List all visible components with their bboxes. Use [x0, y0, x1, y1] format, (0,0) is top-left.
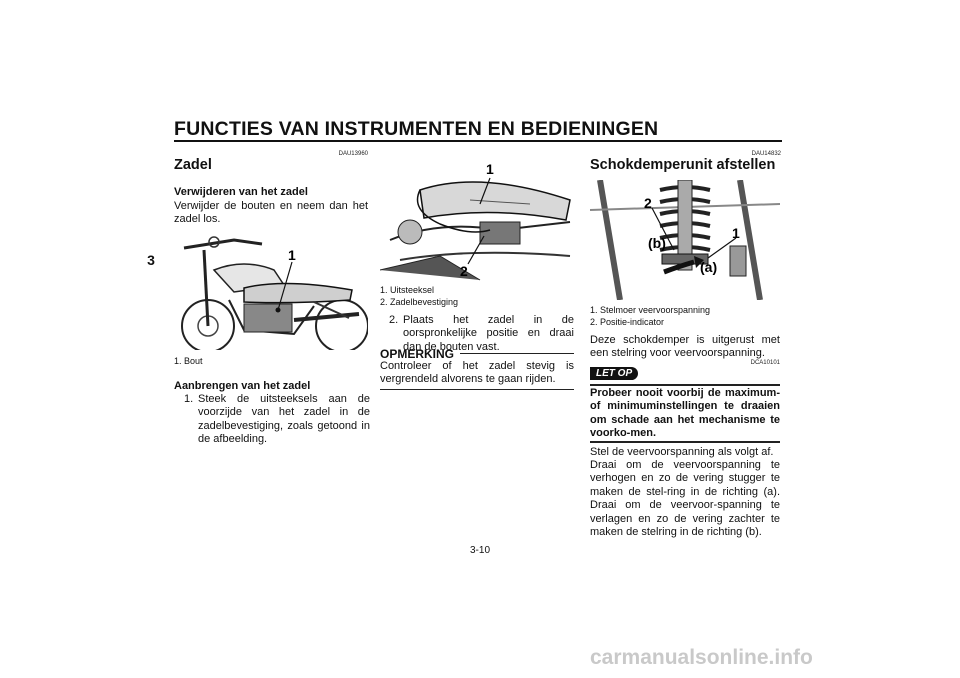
page-number: 3-10 — [469, 545, 490, 556]
figure-callout-1: 1 — [288, 247, 296, 263]
note-title: OPMERKING — [380, 347, 455, 361]
paragraph-shock-intro: Deze schokdemper is uitgerust met een stelring voor veervoorspanning. — [590, 334, 780, 360]
subheading-install-seat: Aanbrengen van het zadel — [174, 380, 311, 392]
caption-uitsteeksel: 1. Uitsteeksel — [380, 285, 435, 295]
caption-positie-indicator: 2. Positie-indicator — [590, 317, 665, 327]
section-heading-zadel: Zadel — [174, 157, 212, 173]
step-text: Steek de uitsteeksels aan de voorzijde van het zadel in de zadelbevestiging, zoals getoond in de afbeelding. — [198, 393, 370, 446]
subheading-remove-seat: Verwijderen van het zadel — [174, 186, 308, 198]
list-item-step-1 — [184, 393, 370, 447]
figure-callout-1: 1 — [486, 161, 494, 177]
figure-callout-2: 2 — [644, 195, 652, 211]
caution-label: LET OP — [590, 367, 638, 380]
paragraph-remove-seat: Verwijder de bouten en neem dan het zadel los. — [174, 200, 368, 226]
chapter-tab: 3 — [147, 252, 155, 268]
watermark: carmanualsonline.info — [590, 646, 813, 669]
section-code: DAU14832 — [751, 151, 781, 157]
section-code: DAU13960 — [338, 151, 368, 157]
caution-header — [590, 360, 780, 385]
step-number: 1. — [184, 393, 194, 405]
note-header — [380, 345, 574, 361]
figure-callout-a: (a) — [700, 259, 718, 275]
step-text: Plaats het zadel in de oorspronkelijke positie en draai dan de bouten vast. — [403, 314, 574, 353]
caution-text: Probeer nooit voorbij de maximum- of minimuminstellingen te draaien om schade aan het mechanisme te voorko-men. — [590, 387, 780, 440]
paragraph-adjust-intro: Stel de veervoorspanning als volgt af. — [590, 446, 774, 458]
figure-callout-b: (b) — [648, 235, 666, 251]
caution-top-rule — [590, 384, 780, 386]
note-text: Controleer of het zadel stevig is vergrendeld alvorens te gaan rijden. — [380, 360, 574, 386]
figure-callout-1: 1 — [732, 225, 740, 241]
page-title: FUNCTIES VAN INSTRUMENTEN EN BEDIENINGEN — [174, 118, 659, 140]
caption-stelmoer: 1. Stelmoer veervoorspanning — [590, 305, 711, 315]
figure-callout-2: 2 — [460, 263, 468, 279]
caution-bottom-rule — [590, 441, 780, 443]
caption-bout: 1. Bout — [174, 356, 203, 366]
seat-install-figure — [380, 160, 574, 282]
section-heading-shock: Schokdemperunit afstellen — [590, 157, 776, 173]
shock-absorber-figure — [590, 180, 780, 300]
title-rule — [174, 140, 782, 142]
paragraph-adjust-steps: Draai om de veervoorspanning te verhogen en zo de vering stugger te maken de stel-ring in de richting (a). Draai om de veervoor-spanning te verlagen en zo de vering zachter te maken de stelring in de richting (b). — [590, 459, 780, 539]
note-end-rule — [380, 389, 574, 390]
step-number: 2. — [389, 314, 399, 326]
caution-code: DCA10101 — [750, 360, 780, 366]
note-title-rule — [460, 353, 574, 354]
seat-removal-figure — [174, 230, 368, 350]
caption-zadelbevestiging: 2. Zadelbevestiging — [380, 297, 459, 307]
